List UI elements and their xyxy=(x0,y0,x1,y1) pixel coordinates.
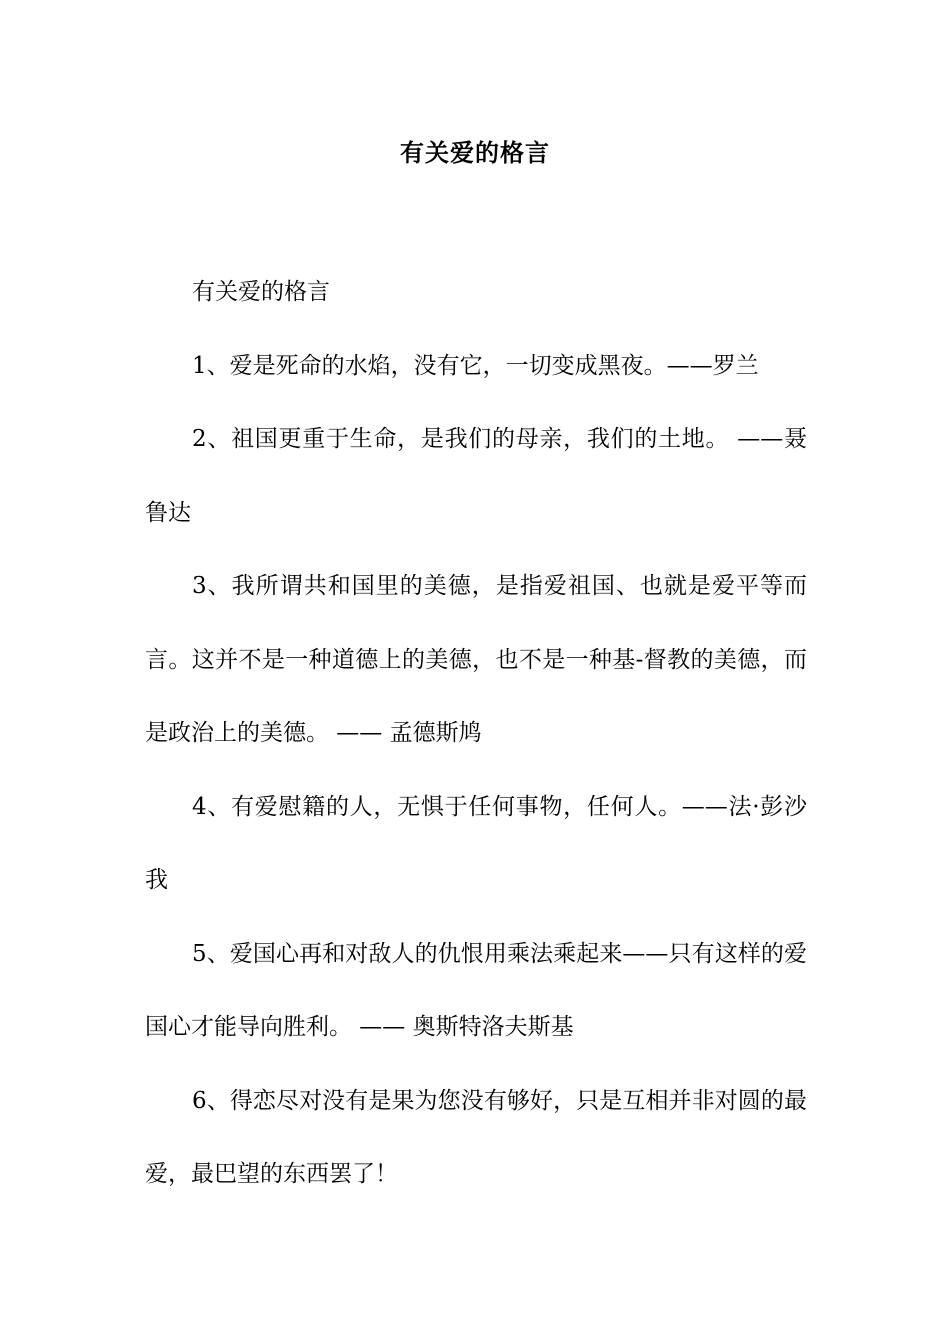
paragraph-heading: 有关爱的格言 xyxy=(192,279,330,305)
document-body xyxy=(145,256,807,1212)
document-title: 有关爱的格言 xyxy=(400,138,550,167)
quote-paragraph-3: 3、我所谓共和国里的美德，是指爱祖国、也就是爱平等而言。这并不是一种道德上的美德，也不是一种基-督教的美德，而是政治上的美德。 —— 孟德斯鸠 xyxy=(145,573,807,746)
quote-paragraph-1: 1、爱是死命的水焰，没有它，一切变成黑夜。——罗兰 xyxy=(192,352,759,379)
quote-paragraph-4: 4、有爱慰籍的人，无惧于任何事物，任何人。——法·彭沙我 xyxy=(145,793,807,893)
quote-paragraph-6: 6、得恋尽对没有是果为您没有够好，只是互相并非对圆的最爱，最巴望的东西罢了！ xyxy=(145,1087,807,1187)
quote-paragraph-5: 5、爱国心再和对敌人的仇恨用乘法乘起来——只有这样的爱国心才能导向胜利。 —— 奥斯特洛夫斯基 xyxy=(145,940,807,1040)
quote-paragraph-2: 2、祖国更重于生命，是我们的母亲，我们的土地。 ——聂鲁达 xyxy=(145,426,807,526)
